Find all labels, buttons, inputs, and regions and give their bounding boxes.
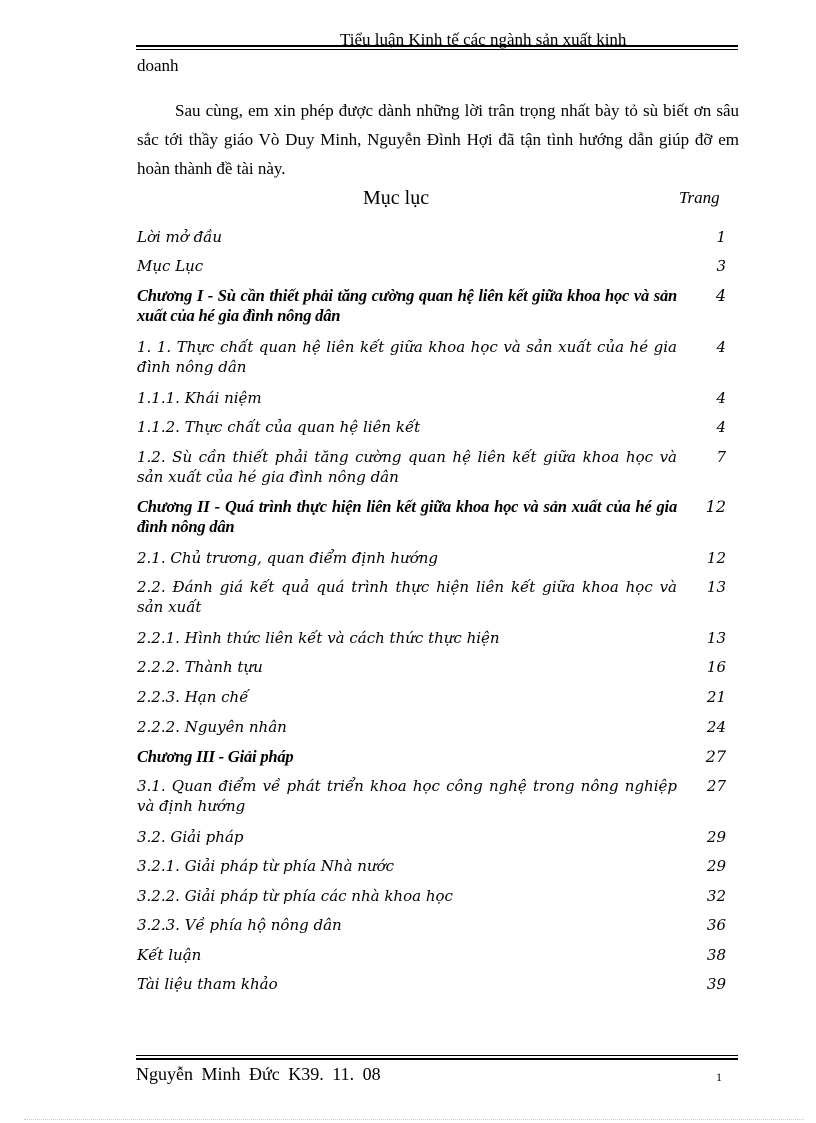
toc-chapter-title: Chương II - Quá trình thực hiện liên kết giữa khoa học và sản xuất của hé gia đình nông dân [137,497,677,536]
toc-page-number: 3 [716,257,726,275]
toc-entry-title: 2.2.2. Thành tựu [137,658,263,676]
toc-chapter-title: Chương I - Sù cần thiết phải tăng cường quan hệ liên kết giữa khoa học và sản xuất của hé gia đình nông dân [137,286,677,325]
toc-page-number: 12 [706,549,726,567]
toc-entry-title: 1.2. Sù cần thiết phải tăng cường quan hệ liên kết giữa khoa học và sản xuất của hé gia đình nông dân [137,448,677,486]
toc-page-number: 36 [706,916,726,934]
footer-rule [136,1055,738,1060]
toc-page-number: 16 [706,658,726,676]
toc-entry-title: 2.1. Chủ trương, quan điểm định hướng [137,549,439,567]
toc-entry-title: 3.2. Giải pháp [137,828,244,846]
toc-entry-title: 2.2.2. Nguyên nhân [137,718,287,736]
acknowledgement-paragraph: Sau cùng, em xin phép được dành những lời trân trọng nhất bày tỏ sù biết ơn sâu sắc tới thầy giáo Vò Duy Minh, Nguyễn Đình Hợi đã tận tình hướng dẫn giúp đỡ em hoàn thành đề tài này. [137,101,739,178]
toc-page-number: 4 [716,418,726,436]
toc-page-column-label: Trang [679,188,720,207]
page-break-line [24,1119,804,1120]
toc-page-number: 32 [706,887,726,905]
toc-entry-title: 1.1.2. Thực chất của quan hệ liên kết [137,418,421,436]
toc-page-number: 12 [705,497,726,516]
toc-entry-title: 3.2.1. Giải pháp từ phía Nhà nước [137,857,395,875]
footer-page-number: 1 [716,1070,722,1084]
toc-chapter-title: Chương III - Giải pháp [137,747,294,766]
toc-entry-title: 2.2.1. Hình thức liên kết và cách thức thực hiện [137,629,500,647]
footer-author: Nguyễn Minh Đức K39. 11. 08 [136,1064,381,1084]
toc-page-number: 29 [706,828,726,846]
toc-entry-title: Kết luận [137,946,202,964]
toc-entry-title: 2.2.3. Hạn chế [137,688,249,706]
toc-page-number: 4 [715,286,726,305]
toc-page-number: 24 [706,718,726,736]
toc-title: Mục lục [363,187,430,209]
toc-page-number: 27 [705,747,726,766]
header-rule [136,45,738,50]
toc-entry-title: 1.1.1. Khái niệm [137,389,262,407]
toc-page-number: 4 [716,389,726,407]
toc-page-number: 27 [706,777,726,795]
toc-page-number: 4 [716,338,726,356]
toc-entry-title: 2.2. Đánh giá kết quả quá trình thực hiện liên kết giữa khoa học và sản xuất [137,578,677,616]
toc-page-number: 21 [706,688,726,706]
toc-entry-title: 1. 1. Thực chất quan hệ liên kết giữa khoa học và sản xuất của hé gia đình nông dân [137,338,677,376]
toc-page-number: 39 [706,975,726,993]
header-continuation: doanh [137,56,179,75]
toc-entry-title: Tài liệu tham khảo [137,975,278,993]
toc-page-number: 29 [706,857,726,875]
toc-page-number: 1 [716,228,726,246]
toc-entry-title: 3.1. Quan điểm về phát triển khoa học công nghệ trong nông nghiệp và định hướng [137,777,677,815]
toc-entry-title: Lời mở đầu [137,228,223,246]
toc-entry-title: Mục Lục [137,257,204,275]
toc-page-number: 13 [706,578,726,596]
toc-page-number: 7 [716,448,726,466]
toc-page-number: 38 [706,946,726,964]
toc-page-number: 13 [706,629,726,647]
toc-entry-title: 3.2.2. Giải pháp từ phía các nhà khoa học [137,887,453,905]
toc-entry-title: 3.2.3. Về phía hộ nông dân [137,916,342,934]
running-header-title: Tiểu luận Kinh tế các ngành sản xuất kinh [340,30,627,49]
